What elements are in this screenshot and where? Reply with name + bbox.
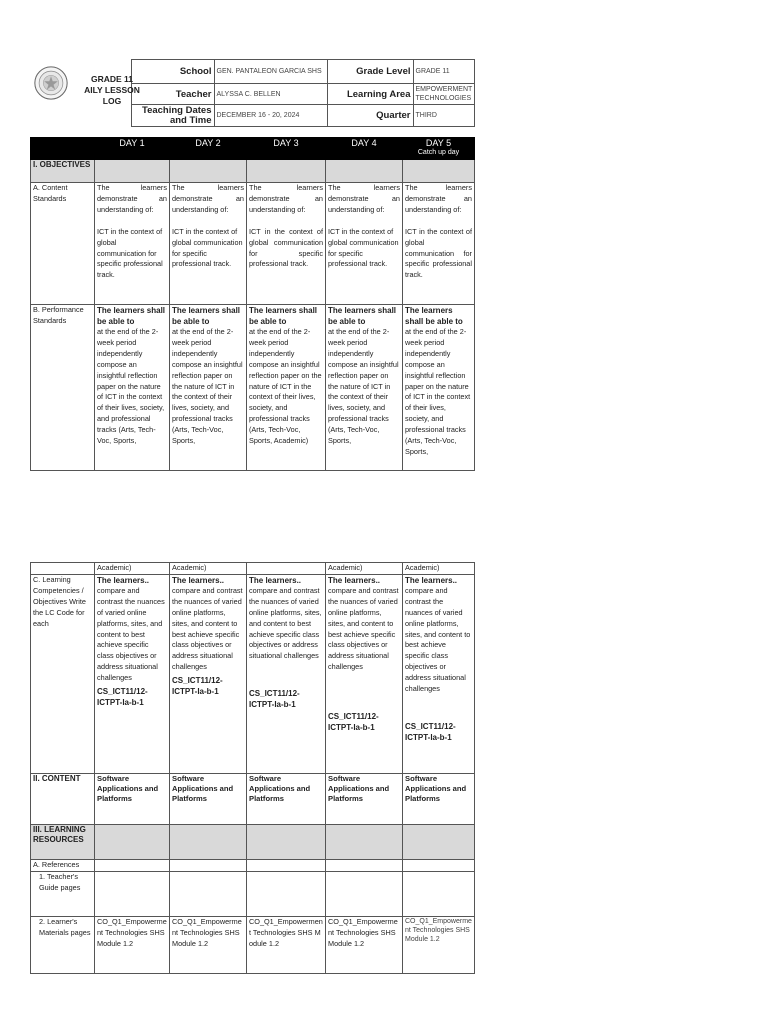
perf-d3-lead: The learners shall be able to [249,306,318,326]
performance-d5 [403,305,475,471]
dll-title [74,74,150,107]
cs-d2-line1: The learners demonstrate an understanding of: [172,183,244,214]
learning-area-value: EMPOWERMENT TECHNOLOGIES [413,84,474,105]
objectives-d4 [326,160,403,183]
lesson-plan-table-page1 [30,137,475,471]
content-d4: Software Applications and Platforms [326,773,403,824]
teachers-guide-d2 [170,871,247,916]
content-d5: Software Applications and Platforms [403,773,475,824]
performance-d4 [326,305,403,471]
learners-materials-d2: CO_Q1_Empowerment Technologies SHS Module 1.2 [170,916,247,973]
references-label: A. References [31,859,95,871]
title-line-2: AILY LESSON [84,84,140,95]
comp-d5-code: CS_ICT11/12-ICTPT-Ia-b-1 [405,721,456,742]
comp-d3-code: CS_ICT11/12-ICTPT-Ia-b-1 [249,689,300,710]
competency-d4 [326,574,403,773]
day-4-header: DAY 4 [326,138,403,160]
performance-d1 [95,305,170,471]
perf-d1-lead: The learners shall be able to [97,306,166,326]
perf-d1-body: at the end of the 2-week period independently compose an insightful reflection paper on the nature of ICT in the context of their lives, society, and professional tracks (Arts, Tech-Voc, Sports, [97,327,165,446]
day-2-header: DAY 2 [170,138,247,160]
quarter-label: Quarter [327,105,413,127]
teachers-guide-d3 [247,871,326,916]
learning-area-label: Learning Area [327,84,413,105]
comp-d4-code: CS_ICT11/12-ICTPT-Ia-b-1 [328,712,379,733]
learners-materials-d3: CO_Q1_Empowerment Technologies SHS Module 1.2 [247,916,326,973]
references-d3 [247,859,326,871]
perf-d4-lead: The learners shall be able to [328,306,397,326]
comp-d2-code: CS_ICT11/12-ICTPT-Ia-b-1 [172,676,223,697]
learners-materials-label: 2. Learner's Materials pages [31,916,95,973]
performance-d3 [247,305,326,471]
comp-d4-lead: The learners.. [328,575,381,585]
comp-d1-body: compare and contrast the nuances of varied online platforms, sites, and content to best achieve specific class objectives or address situational challenges [97,585,165,683]
content-d1: Software Applications and Platforms [95,773,170,824]
teaching-dates-label: Teaching Dates and Time [131,105,214,127]
perf-d3-body: at the end of the 2-week period independently compose an insightful reflection paper on the nature of ICT in the context of their lives, society, and professional tracks (Arts, Tech-Voc, Sports, Academic) [249,327,322,446]
day-head-blank [31,138,95,160]
cs-d3-line1: The learners demonstrate an understanding of: [249,183,323,214]
content-standards-d4 [326,183,403,305]
content-standards-d1 [95,183,170,305]
continued-label [31,563,95,575]
continued-d1: Academic) [95,563,170,575]
learners-materials-d4: CO_Q1_Empowerment Technologies SHS Module 1.2 [326,916,403,973]
references-d4 [326,859,403,871]
resources-d5 [403,824,475,859]
school-label: School [131,60,214,84]
grade-level-value: GRADE 11 [413,60,474,84]
objectives-d2 [170,160,247,183]
continued-d2: Academic) [170,563,247,575]
title-line-1: GRADE 11 [90,73,134,84]
teacher-label: Teacher [131,84,214,105]
quarter-value: THIRD [413,105,474,127]
perf-d5-lead: The learners shall be able to [405,306,463,326]
cs-d2-line2: ICT in the context of global communication for specific professional track. [172,226,243,269]
content-d3: Software Applications and Platforms [247,773,326,824]
day-1-header: DAY 1 [95,138,170,160]
continued-d5: Academic) [403,563,475,575]
day-3-header: DAY 3 [247,138,326,160]
header-table [30,59,475,127]
cs-d3-line2: ICT in the context of global communication for specific professional track. [249,226,323,269]
cs-d4-line1: The learners demonstrate an understanding of: [328,183,400,214]
competency-d2 [170,574,247,773]
comp-d3-body: compare and contrast the nuances of varied online platforms, sites, and content to best achieve specific class objectives or address situational challenges [249,585,322,661]
day-5-header [403,138,475,160]
continued-d4: Academic) [326,563,403,575]
comp-d5-body: compare and contrast the nuances of varied online platforms, sites, and content to best achieve specific class objectives or address situational challenges [405,585,471,694]
cs-d4-line2: ICT in the context of global communication for specific professional track. [328,226,399,269]
references-d1 [95,859,170,871]
grade-level-label: Grade Level [327,60,413,84]
teaching-dates-value: DECEMBER 16 - 20, 2024 [214,105,327,127]
perf-d4-body: at the end of the 2-week period independently compose an insightful reflection paper on the nature of ICT in the context of their lives, society, and professional tracks (Arts, Tech-Voc, Sports, [328,327,399,446]
perf-d2-lead: The learners shall be able to [172,306,241,326]
references-d2 [170,859,247,871]
teachers-guide-d5 [403,871,475,916]
day-5-note: Catch up day [417,149,460,156]
deped-seal-icon [34,66,68,100]
content-section-label: II. CONTENT [31,773,95,824]
references-d5 [403,859,475,871]
teachers-guide-d1 [95,871,170,916]
cs-d5-line2: ICT in the context of global communication for specific professional track. [405,226,472,280]
comp-d2-lead: The learners.. [172,575,225,585]
comp-d5-lead: The learners.. [405,575,458,585]
content-d2: Software Applications and Platforms [170,773,247,824]
learners-materials-d5: CO_Q1_Empowerment Technologies SHS Module 1.2 [403,916,475,973]
content-standards-d5 [403,183,475,305]
performance-standards-label: B. Performance Standards [31,305,95,471]
objectives-d3 [247,160,326,183]
competency-d5 [403,574,475,773]
resources-d1 [95,824,170,859]
lesson-plan-table-page2 [30,562,475,974]
teacher-value: ALYSSA C. BELLEN [214,84,327,105]
header-logo-cell [30,60,140,127]
objectives-section-label: I. OBJECTIVES [31,160,95,183]
title-line-3: LOG [102,95,122,106]
school-value: GEN. PANTALEON GARCIA SHS [214,60,327,84]
perf-d5-body: at the end of the 2-week period independently compose an insightful reflection paper on the nature of ICT in the context of their lives, society, and professional tracks (Arts, Tech-Voc, Sports, [405,327,471,456]
cs-d5-line1: The learners demonstrate an understanding of: [405,183,472,214]
learning-resources-label: III. LEARNING RESOURCES [31,824,95,859]
comp-d2-body: compare and contrast the nuances of varied online platforms, sites, and content to best achieve specific class objectives or address situational challenges [172,585,243,672]
content-standards-d3 [247,183,326,305]
performance-d2 [170,305,247,471]
perf-d2-body: at the end of the 2-week period independently compose an insightful reflection paper on the nature of ICT in the context of their lives, society, and professional tracks (Arts, Tech-Voc, Sports, [172,327,243,446]
cs-d1-line1: The learners demonstrate an understanding of: [97,183,167,214]
comp-d3-lead: The learners.. [249,575,302,585]
content-standards-d2 [170,183,247,305]
continued-d3 [247,563,326,575]
resources-d4 [326,824,403,859]
objectives-d5 [403,160,475,183]
resources-d2 [170,824,247,859]
day-5-label: DAY 5 [425,138,452,148]
learners-materials-d1: CO_Q1_Empowerment Technologies SHS Module 1.2 [95,916,170,973]
competencies-label: C. Learning Competencies / Objectives Write the LC Code for each [31,574,95,773]
teachers-guide-label: 1. Teacher's Guide pages [31,871,95,916]
comp-d1-code: CS_ICT11/12-ICTPT-Ia-b-1 [97,687,148,708]
teachers-guide-d4 [326,871,403,916]
cs-d1-line2: ICT in the context of global communication for specific professional track. [97,226,163,280]
comp-d1-lead: The learners.. [97,575,150,585]
competency-d1 [95,574,170,773]
content-standards-label: A. Content Standards [31,183,95,305]
resources-d3 [247,824,326,859]
comp-d4-body: compare and contrast the nuances of varied online platforms, sites, and content to best achieve specific class objectives or address situational challenges [328,585,399,672]
objectives-d1 [95,160,170,183]
competency-d3 [247,574,326,773]
